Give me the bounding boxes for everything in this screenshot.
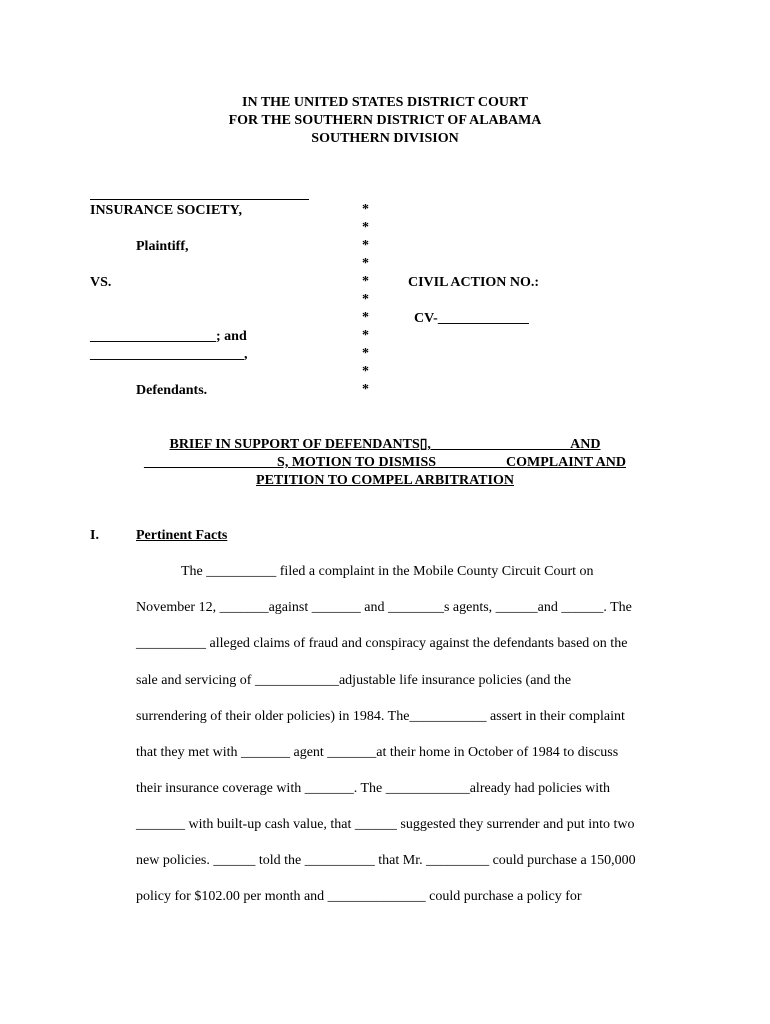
- paragraph-line: surrendering of their older policies) in 1984. The___________ assert in their complaint: [136, 709, 625, 724]
- caption-star: *: [362, 346, 369, 361]
- paragraph-line: The __________ filed a complaint in the Mobile County Circuit Court on: [181, 564, 594, 579]
- section-number: I.: [90, 528, 99, 543]
- caption-star: *: [362, 292, 369, 307]
- court-district: FOR THE SOUTHERN DISTRICT OF ALABAMA: [228, 113, 542, 128]
- caption-star: *: [362, 364, 369, 379]
- court-division: SOUTHERN DIVISION: [311, 131, 459, 146]
- plaintiff-role: Plaintiff,: [136, 239, 189, 254]
- brief-title-line-2: ___________________S, MOTION TO DISMISS _________ COMPLAINT AND: [144, 455, 626, 470]
- caption-star: *: [362, 256, 369, 271]
- caption-star: *: [362, 310, 369, 325]
- defendant-role: Defendants.: [136, 383, 208, 398]
- paragraph-line: new policies. ______ told the __________ that Mr. _________ could purchase a 150,000: [136, 853, 636, 868]
- caption-star: *: [362, 202, 369, 217]
- paragraph-line: _______ with built-up cash value, that ______ suggested they surrender and put into two: [136, 817, 635, 832]
- paragraph-line: __________ alleged claims of fraud and conspiracy against the defendants based on the: [136, 636, 628, 651]
- civil-action-label: CIVIL ACTION NO.:: [408, 275, 540, 290]
- section-heading: Pertinent Facts: [136, 528, 228, 543]
- versus-label: VS.: [90, 275, 112, 290]
- defendant-line-2: ______________________,: [90, 347, 248, 362]
- paragraph-line: that they met with _______ agent _______at their home in October of 1984 to discuss: [136, 745, 619, 760]
- caption-star: *: [362, 220, 369, 235]
- defendant-line-1: __________________; and: [90, 329, 247, 344]
- paragraph-line: policy for $102.00 per month and ______________ could purchase a policy for: [136, 889, 582, 904]
- caption-star: *: [362, 382, 369, 397]
- caption-star: *: [362, 274, 369, 289]
- brief-title-line-3: PETITION TO COMPEL ARBITRATION: [256, 473, 514, 488]
- paragraph-line: sale and servicing of ____________adjustable life insurance policies (and the: [136, 673, 572, 688]
- plaintiff-blank-line: [90, 199, 309, 200]
- paragraph-line: November 12, _______against _______ and ________s agents, ______and ______. The: [136, 600, 632, 615]
- case-number: CV-_____________: [414, 311, 529, 326]
- paragraph-line: their insurance coverage with _______. The ____________already had policies with: [136, 781, 611, 796]
- plaintiff-name: INSURANCE SOCIETY,: [90, 203, 242, 218]
- caption-star: *: [362, 328, 369, 343]
- brief-title-line-1: BRIEF IN SUPPORT OF DEFENDANTS▯, ___________________ AND: [169, 437, 601, 452]
- caption-star: *: [362, 238, 369, 253]
- court-name: IN THE UNITED STATES DISTRICT COURT: [242, 95, 528, 110]
